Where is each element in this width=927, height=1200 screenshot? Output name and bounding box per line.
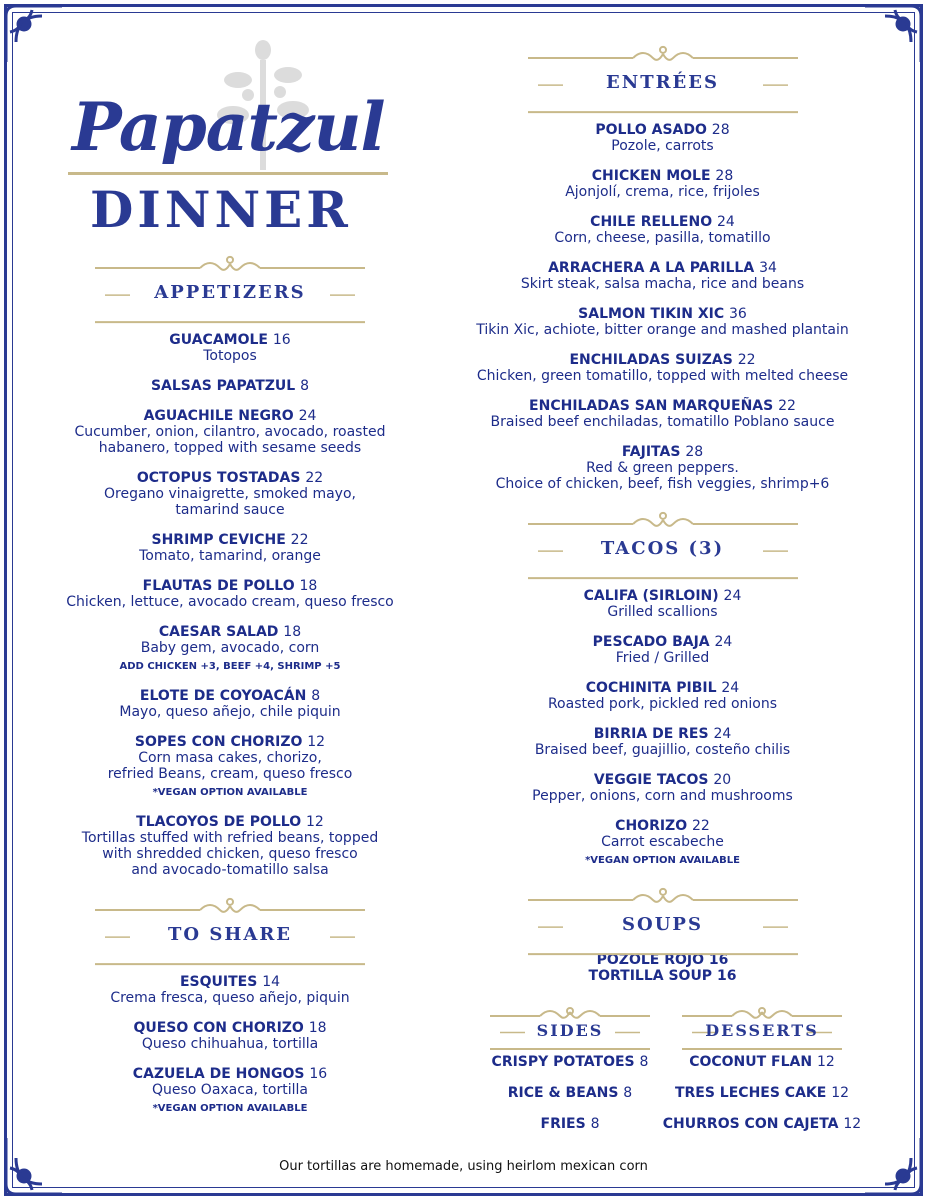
- menu-item: [662, 1055, 862, 1070]
- menu-item: [460, 818, 865, 868]
- item-name-line: [460, 306, 865, 322]
- desserts-list: [662, 1055, 862, 1132]
- item-name: QUESO CON CHORIZO: [133, 1020, 304, 1036]
- item-description: Chicken, lettuce, avocado cream, queso fresco: [66, 594, 394, 610]
- item-name: PESCADO BAJA: [592, 634, 710, 650]
- item-description: Ajonjolí, crema, rice, frijoles: [565, 184, 760, 200]
- item-price: 24: [723, 588, 742, 604]
- item-name-line: [460, 444, 865, 460]
- item-name: POZOLE ROJO: [596, 952, 704, 968]
- menu-item: [460, 726, 865, 758]
- item-note: *VEGAN OPTION AVAILABLE: [585, 855, 740, 866]
- item-name: ENCHILADAS SUIZAS: [569, 352, 733, 368]
- section-header-tacos: [460, 506, 865, 588]
- item-name: ESQUITES: [179, 974, 258, 990]
- item-price: 18: [299, 578, 318, 594]
- menu-item: [460, 634, 865, 666]
- item-price: 24: [721, 680, 740, 696]
- item-price: 14: [262, 974, 281, 990]
- to-share-list: [40, 974, 420, 1116]
- item-price: 24: [298, 408, 317, 424]
- menu-item: [460, 214, 865, 246]
- section-title: SOUPS: [622, 914, 703, 935]
- item-name-line: [460, 818, 865, 834]
- item-description: Red & green peppers.: [586, 460, 739, 476]
- item-name-line: [460, 260, 865, 276]
- item-price: 12: [831, 1085, 850, 1101]
- menu-item: [460, 680, 865, 712]
- item-name: SOPES CON CHORIZO: [134, 734, 303, 750]
- logo-divider: [68, 172, 388, 175]
- corner-ornament-icon: [855, 2, 925, 72]
- item-price: 28: [685, 444, 704, 460]
- item-price: 12: [306, 814, 324, 830]
- item-name: CAESAR SALAD: [158, 624, 279, 640]
- item-price: 8: [623, 1085, 633, 1101]
- item-price: 24: [714, 634, 733, 650]
- item-name-line: [460, 352, 865, 368]
- item-description: Chicken, green tomatillo, topped with melted cheese: [476, 368, 849, 384]
- item-name: VEGGIE TACOS: [593, 772, 709, 788]
- right-column: [460, 40, 865, 984]
- item-name: ELOTE DE COYOACÁN: [139, 688, 307, 704]
- corner-ornament-icon: [2, 2, 72, 72]
- item-description: Mayo, queso añejo, chile piquin: [119, 704, 341, 720]
- item-name-line: [40, 1066, 420, 1082]
- item-price: 20: [713, 772, 732, 788]
- item-price: 34: [759, 260, 777, 276]
- item-description: Oregano vinaigrette, smoked mayo,: [104, 486, 356, 502]
- item-description: Tikin Xic, achiote, bitter orange and mashed plantain: [476, 322, 849, 338]
- section-header-appetizers: [40, 250, 420, 332]
- item-description: Pozole, carrots: [611, 138, 714, 154]
- item-name: FLAUTAS DE POLLO: [142, 578, 295, 594]
- item-description: Tortillas stuffed with refried beans, topped: [81, 830, 379, 846]
- section-title: TACOS (3): [600, 538, 725, 559]
- item-price: 12: [816, 1054, 835, 1070]
- item-price: 12: [307, 734, 326, 750]
- desserts-section: [662, 1005, 862, 1148]
- item-name-line: [460, 680, 865, 696]
- item-name: FAJITAS: [621, 444, 681, 460]
- item-description: Braised beef enchiladas, tomatillo Poblano sauce: [490, 414, 835, 430]
- item-description: Roasted pork, pickled red onions: [547, 696, 778, 712]
- menu-item: [40, 734, 420, 800]
- item-name-line: [460, 398, 865, 414]
- item-name: CALIFA (SIRLOIN): [583, 588, 719, 604]
- item-price: 16: [716, 968, 737, 984]
- item-name-line: [460, 772, 865, 788]
- section-header-sides: [480, 1005, 660, 1055]
- item-description: Carrot escabeche: [601, 834, 724, 850]
- item-name-line: [40, 578, 420, 594]
- item-price: 28: [711, 122, 730, 138]
- item-description: tamarind sauce: [175, 502, 285, 518]
- item-name-line: [40, 470, 420, 486]
- footer-note: Our tortillas are homemade, using heirlom mexican corn: [279, 1159, 648, 1174]
- tacos-list: [460, 588, 865, 868]
- section-header-to-share: [40, 892, 420, 974]
- item-description: Corn, cheese, pasilla, tomatillo: [554, 230, 771, 246]
- item-name: BIRRIA DE RES: [593, 726, 709, 742]
- item-price: 12: [843, 1116, 862, 1132]
- item-price: 18: [283, 624, 302, 640]
- item-name: POLLO ASADO: [595, 122, 707, 138]
- item-name: SALSAS PAPATZUL: [150, 378, 296, 394]
- item-name: AGUACHILE NEGRO: [143, 408, 294, 424]
- menu-item: [40, 1066, 420, 1116]
- left-column: [40, 250, 420, 1130]
- item-description: habanero, topped with sesame seeds: [98, 440, 362, 456]
- menu-item: [40, 688, 420, 720]
- item-name-line: [460, 168, 865, 184]
- section-title: ENTRÉES: [606, 72, 719, 93]
- item-name-line: [460, 726, 865, 742]
- item-price: 24: [716, 214, 735, 230]
- menu-item: [460, 352, 865, 384]
- menu-item: [460, 122, 865, 154]
- item-price: 22: [290, 532, 309, 548]
- section-title: APPETIZERS: [154, 282, 306, 303]
- item-name: COCONUT FLAN: [689, 1054, 813, 1070]
- item-name-line: [460, 122, 865, 138]
- item-description: Crema fresca, queso añejo, piquin: [110, 990, 350, 1006]
- menu-item: [40, 578, 420, 610]
- item-name-line: [40, 532, 420, 548]
- menu-item: [40, 332, 420, 364]
- item-name: SALMON TIKIN XIC: [578, 306, 725, 322]
- item-price: 16: [272, 332, 291, 348]
- section-title: TO SHARE: [168, 924, 292, 945]
- menu-item: [40, 624, 420, 674]
- item-name-line: [40, 408, 420, 424]
- menu-item: [662, 1117, 862, 1132]
- item-price: 22: [737, 352, 756, 368]
- item-price: 8: [311, 688, 321, 704]
- item-description: Queso Oaxaca, tortilla: [151, 1082, 308, 1098]
- item-description: refried Beans, cream, queso fresco: [107, 766, 353, 782]
- section-header-soups: [460, 882, 865, 952]
- item-name: CAZUELA DE HONGOS: [132, 1066, 305, 1082]
- item-price: 16: [309, 1066, 328, 1082]
- section-title: DESSERTS: [705, 1021, 819, 1040]
- menu-item: [480, 1086, 660, 1101]
- menu-item: [40, 408, 420, 456]
- item-name-line: [40, 814, 420, 830]
- item-name: CHORIZO: [615, 818, 688, 834]
- item-note: ADD CHICKEN +3, BEEF +4, SHRIMP +5: [119, 661, 341, 672]
- item-name: COCHINITA PIBIL: [585, 680, 717, 696]
- item-description: Choice of chicken, beef, fish veggies, shrimp+6: [495, 476, 830, 492]
- item-price: 22: [778, 398, 796, 414]
- item-name-line: [460, 214, 865, 230]
- item-name: RICE & BEANS: [507, 1085, 619, 1101]
- item-name-line: [460, 588, 865, 604]
- item-price: 16: [708, 952, 729, 968]
- item-name-line: [40, 332, 420, 348]
- entrees-list: [460, 122, 865, 492]
- menu-item: [460, 306, 865, 338]
- item-name: FRIES: [540, 1116, 586, 1132]
- menu-item: [480, 1117, 660, 1132]
- item-name: CHILE RELLENO: [590, 214, 713, 230]
- item-name: TORTILLA SOUP: [588, 968, 713, 984]
- item-name-line: [40, 734, 420, 750]
- item-name-line: [40, 1020, 420, 1036]
- item-name: OCTOPUS TOSTADAS: [136, 470, 301, 486]
- item-price: 36: [729, 306, 747, 322]
- menu-item: [460, 444, 865, 492]
- menu-item: [40, 974, 420, 1006]
- menu-item: [40, 532, 420, 564]
- item-price: 22: [691, 818, 710, 834]
- section-header-desserts: [662, 1005, 862, 1055]
- item-name: CHICKEN MOLE: [591, 168, 711, 184]
- menu-item: [460, 968, 865, 984]
- menu-item: [40, 470, 420, 518]
- item-description: Grilled scallions: [607, 604, 718, 620]
- item-description: Corn masa cakes, chorizo,: [138, 750, 322, 766]
- item-name: TRES LECHES CAKE: [674, 1085, 827, 1101]
- menu-item: [662, 1086, 862, 1101]
- menu-item: [460, 168, 865, 200]
- item-name-line: [460, 634, 865, 650]
- menu-title: DINNER: [90, 180, 352, 239]
- section-title: SIDES: [536, 1021, 604, 1040]
- item-name: CHURROS CON CAJETA: [662, 1116, 839, 1132]
- item-description: Fried / Grilled: [615, 650, 710, 666]
- item-price: 28: [715, 168, 734, 184]
- item-name: ENCHILADAS SAN MARQUEÑAS: [529, 398, 774, 414]
- item-description: Skirt steak, salsa macha, rice and beans: [520, 276, 805, 292]
- item-description: and avocado-tomatillo salsa: [131, 862, 329, 878]
- menu-item: [40, 1020, 420, 1052]
- item-name-line: [40, 624, 420, 640]
- item-price: 8: [639, 1054, 649, 1070]
- logo: [68, 40, 398, 240]
- item-description: Baby gem, avocado, corn: [140, 640, 320, 656]
- item-description: Totopos: [203, 348, 257, 364]
- sides-list: [480, 1055, 660, 1132]
- item-description: Braised beef, guajillio, costeño chilis: [534, 742, 791, 758]
- menu-item: [460, 588, 865, 620]
- item-price: 8: [300, 378, 310, 394]
- menu-item: [40, 378, 420, 394]
- item-name-line: [40, 688, 420, 704]
- item-description: Tomato, tamarind, orange: [139, 548, 321, 564]
- item-name: CRISPY POTATOES: [491, 1054, 635, 1070]
- menu-item: [40, 814, 420, 878]
- menu-item: [460, 398, 865, 430]
- item-name-line: [40, 378, 420, 394]
- item-name: ARRACHERA A LA PARILLA: [548, 260, 755, 276]
- item-price: 18: [308, 1020, 327, 1036]
- item-description: Cucumber, onion, cilantro, avocado, roasted: [74, 424, 386, 440]
- item-note: *VEGAN OPTION AVAILABLE: [152, 1103, 308, 1114]
- item-description: Pepper, onions, corn and mushrooms: [532, 788, 793, 804]
- item-price: 8: [590, 1116, 600, 1132]
- item-description: with shredded chicken, queso fresco: [102, 846, 358, 862]
- item-description: Queso chihuahua, tortilla: [141, 1036, 319, 1052]
- menu-item: [480, 1055, 660, 1070]
- sides-section: [480, 1005, 660, 1148]
- item-name: SHRIMP CEVICHE: [151, 532, 286, 548]
- section-header-entrees: [460, 40, 865, 122]
- item-name: GUACAMOLE: [169, 332, 268, 348]
- item-name-line: [40, 974, 420, 990]
- item-name: TLACOYOS DE POLLO: [136, 814, 302, 830]
- item-price: 22: [305, 470, 324, 486]
- brand-logo-text: Papatzul: [72, 88, 385, 166]
- item-price: 24: [713, 726, 732, 742]
- item-note: *VEGAN OPTION AVAILABLE: [152, 787, 308, 798]
- menu-item: [460, 260, 865, 292]
- appetizers-list: [40, 332, 420, 878]
- menu-item: [460, 772, 865, 804]
